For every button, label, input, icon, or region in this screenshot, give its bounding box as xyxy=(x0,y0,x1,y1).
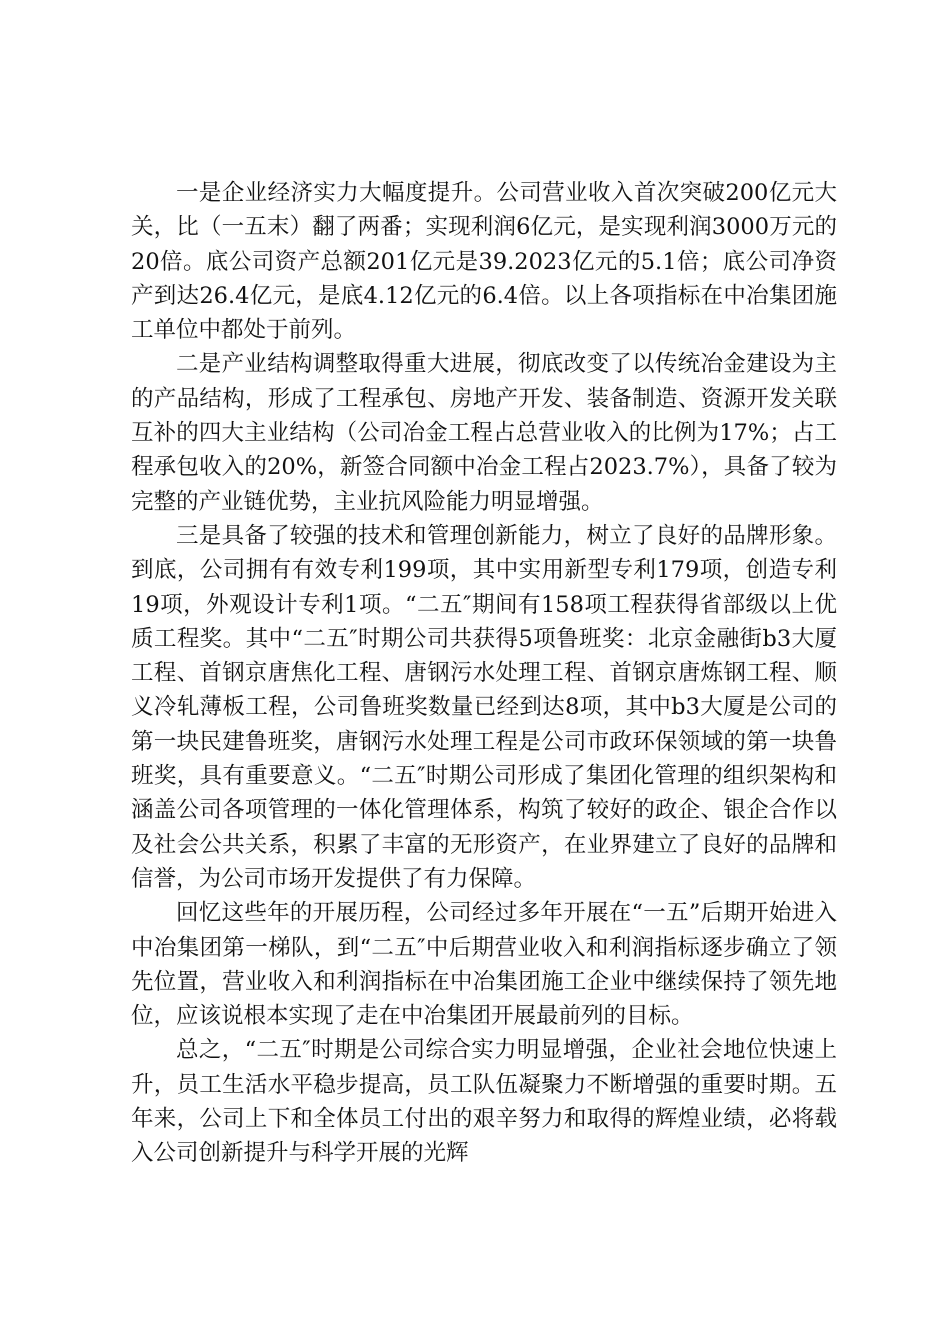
paragraph-economic-strength: 一是企业经济实力大幅度提升。公司营业收入首次突破200亿元大关，比（一五末）翻了两番；实现利润6亿元，是实现利润3000万元的20倍。底公司资产总额201亿元是39.2023亿元的5.1倍；底公司净资产到达26.4亿元，是底4.12亿元的6.4倍。以上各项指标在中冶集团施工单位中都处于前列。 xyxy=(131,180,837,344)
paragraph-summary: 总之，“二五″时期是公司综合实力明显增强，企业社会地位快速上升，员工生活水平稳步提高，员工队伍凝聚力不断增强的重要时期。五年来，公司上下和全体员工付出的艰辛努力和取得的辉煌业绩，必将载入公司创新提升与科学开展的光辉 xyxy=(131,1037,837,1167)
paragraph-development-history: 回忆这些年的开展历程，公司经过多年开展在“一五”后期开始进入中冶集团第一梯队，到“二五″中后期营业收入和利润指标逐步确立了领先位置，营业收入和利润指标在中冶集团施工企业中继续保持了领先地位，应该说根本实现了走在中冶集团开展最前列的目标。 xyxy=(131,900,837,1030)
paragraph-innovation-brand: 三是具备了较强的技术和管理创新能力，树立了良好的品牌形象。到底，公司拥有有效专利199项，其中实用新型专利179项，创造专利19项，外观设计专利1项。“二五″期间有158项工程获得省部级以上优质工程奖。其中“二五″时期公司共获得5项鲁班奖：北京金融街b3大厦工程、首钢京唐焦化工程、唐钢污水处理工程、首钢京唐炼钢工程、顺义冷轧薄板工程，公司鲁班奖数量已经到达8项，其中b3大厦是公司的第一块民建鲁班奖，唐钢污水处理工程是公司市政环保领域的第一块鲁班奖，具有重要意义。“二五″时期公司形成了集团化管理的组织架构和涵盖公司各项管理的一体化管理体系，构筑了较好的政企、银企合作以及社会公共关系，积累了丰富的无形资产，在业界建立了良好的品牌和信誉，为公司市场开发提供了有力保障。 xyxy=(131,522,837,892)
paragraph-industrial-structure: 二是产业结构调整取得重大进展，彻底改变了以传统冶金建设为主的产品结构，形成了工程承包、房地产开发、装备制造、资源开发关联互补的四大主业结构（公司冶金工程占总营业收入的比例为17%；占工程承包收入的20%，新签合同额中冶金工程占2023.7%），具备了较为完整的产业链优势，主业抗风险能力明显增强。 xyxy=(131,351,837,515)
document-body xyxy=(131,176,837,1171)
